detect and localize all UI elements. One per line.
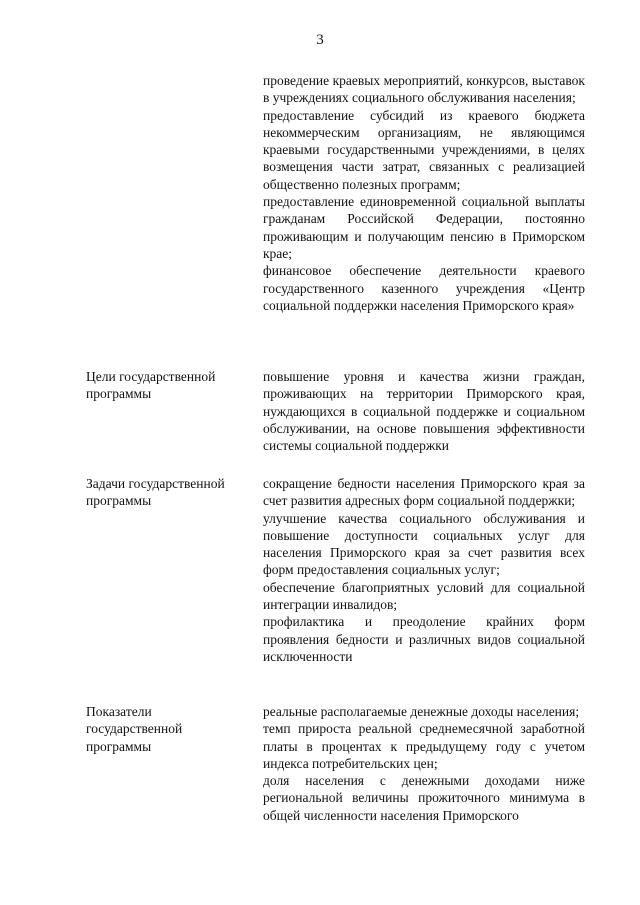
indicators-content bbox=[263, 703, 585, 824]
tasks-content bbox=[263, 475, 585, 665]
indicators-label: Показатели государственной программы bbox=[86, 704, 183, 754]
tasks-paragraph-1: сокращение бедности населения Приморского края за счет развития адресных форм социальной поддержки; bbox=[263, 476, 585, 509]
continuation-paragraph-3: предоставление единовременной социальной выплаты гражданам Российской Федерации, постоянно проживающим и получающим пенсию в Приморском крае; bbox=[263, 194, 585, 261]
tasks-paragraph-2: улучшение качества социального обслуживания и повышение доступности социальных услуг для населения Приморского края за счет развития всех форм предоставления социальных услуг; bbox=[263, 510, 585, 578]
continuation-paragraph-2: предоставление субсидий из краевого бюджета некоммерческим организациям, не являющимся краевыми государственными учреждениями, в целях возмещения части затрат, связанных с реализацией общественно полезных программ; bbox=[263, 107, 585, 192]
indicators-paragraph-3: доля населения с денежными доходами ниже региональной величины прожиточного минимума в общей численности населения Приморского bbox=[263, 773, 585, 823]
goals-paragraph-1: повышение уровня и качества жизни граждан, проживающих на территории Приморского края, нуждающихся в социальной поддержке и социальном обслуживании, на основе повышения эффективности системы социальной поддержки bbox=[263, 369, 585, 454]
goals-label: Цели государственной программы bbox=[86, 369, 216, 402]
continuation-paragraph-4: финансовое обеспечение деятельности краевого государственного казенного учреждения «Центр социальной поддержки населения Приморского края» bbox=[263, 263, 585, 313]
goals-content bbox=[263, 368, 585, 454]
continuation-paragraph-1: проведение краевых мероприятий, конкурсов, выставок в учреждениях социального обслуживания населения; bbox=[263, 73, 585, 106]
indicators-paragraph-1: реальные располагаемые денежные доходы населения; bbox=[263, 704, 580, 719]
indicators-paragraph-2: темп прироста реальной среднемесячной заработной платы в процентах к предыдущему году с учетом индекса потребительских цен; bbox=[263, 721, 585, 771]
tasks-paragraph-4: профилактика и преодоление крайних форм проявления бедности и различных видов социальной исключенности bbox=[263, 614, 585, 664]
tasks-label: Задачи государственной программы bbox=[86, 476, 225, 509]
page-number: 3 bbox=[316, 32, 324, 48]
continuation-content bbox=[263, 72, 585, 314]
tasks-paragraph-3: обеспечение благоприятных условий для социальной интеграции инвалидов; bbox=[263, 579, 585, 613]
